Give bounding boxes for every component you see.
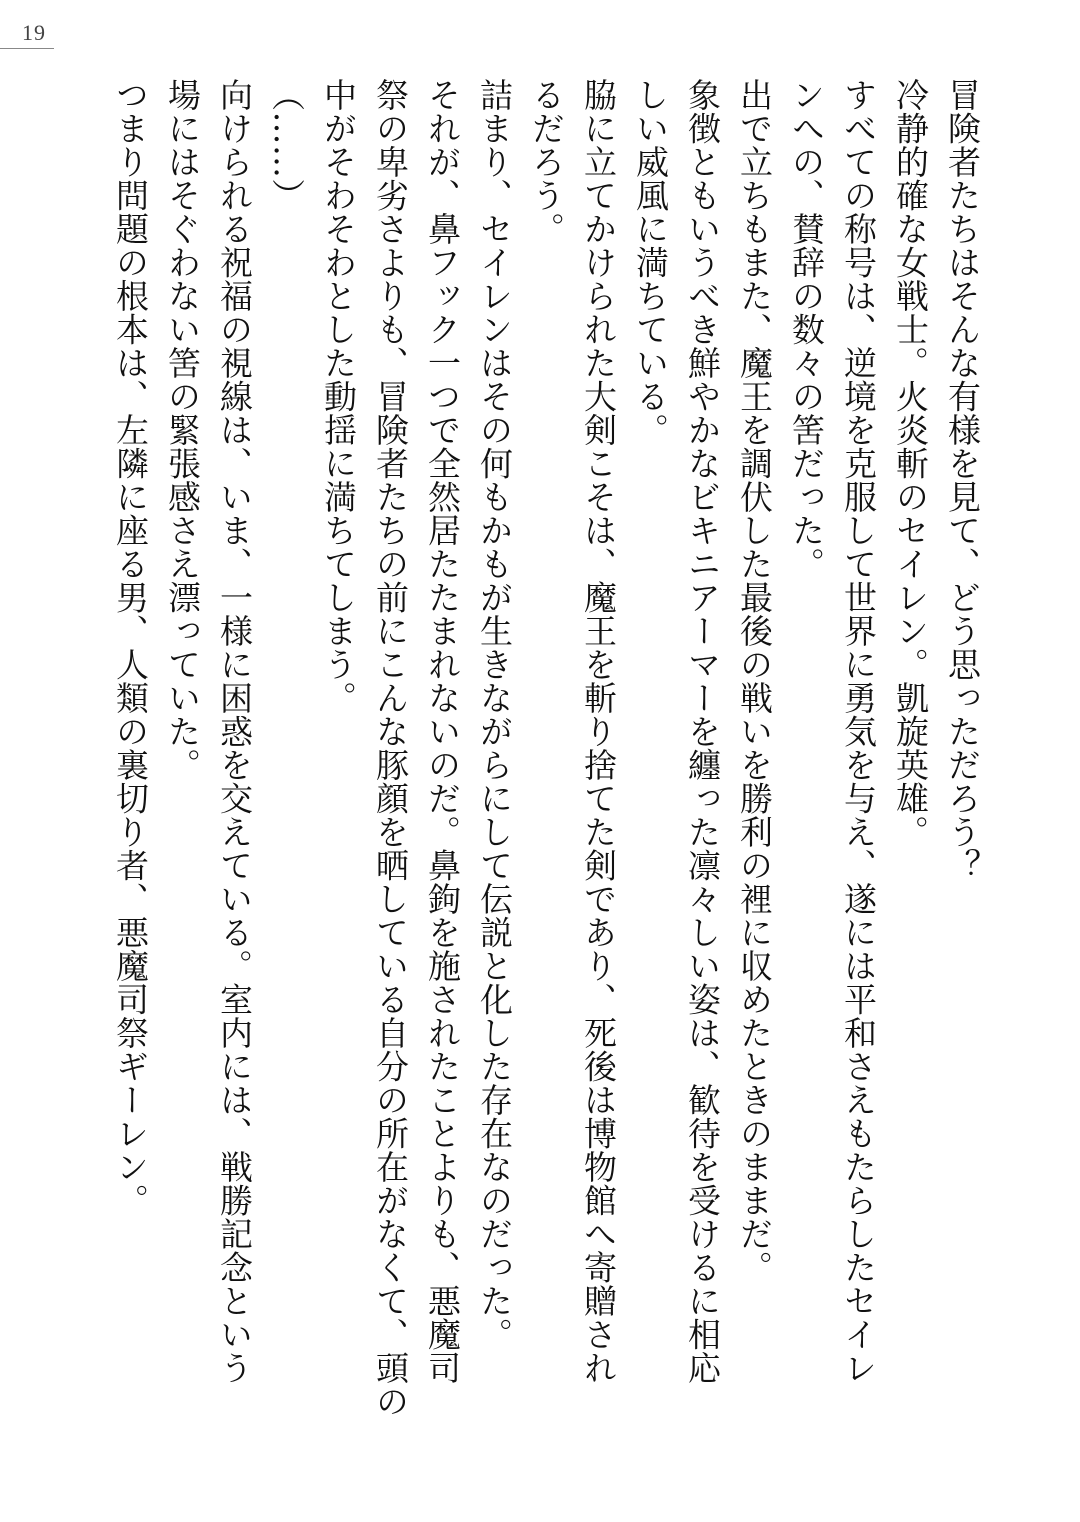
text-line: 脇に立てかけられた大剣こそは、魔王を斬り捨てた剣であり、死後は博物館へ寄贈され — [579, 78, 618, 1385]
text-line: 祭の卑劣さよりも、冒険者たちの前にこんな豚顔を晒している自分の所在がなくて、頭の — [371, 78, 410, 1418]
text-line: すべての称号は、逆境を克服して世界に勇気を与え、遂には平和さえもたらしたセイレ — [839, 78, 878, 1385]
page-number: 19 — [22, 20, 46, 45]
text-line: 象徴ともいうべき鮮やかなビキニアーマーを纏った凛々しい姿は、歓待を受けるに相応 — [683, 78, 722, 1385]
text-line: 冷静的確な女戦士。火炎斬のセイレン。凱旋英雄。 — [891, 78, 930, 849]
text-line: それが、鼻フック一つで全然居たたまれないのだ。鼻鉤を施されたことよりも、悪魔司 — [423, 78, 462, 1385]
text-line: るだろう。 — [527, 78, 566, 246]
text-line: 出で立ちもまた、魔王を調伏した最後の戦いを勝利の裡に収めたときのままだ。 — [735, 78, 774, 1284]
text-line: 中がそわそわとした動揺に満ちてしまう。 — [319, 78, 358, 715]
text-line: 向けられる祝福の視線は、いま、一様に困惑を交えている。室内には、戦勝記念という — [215, 78, 254, 1385]
text-line: ンへの、賛辞の数々の筈だった。 — [787, 78, 826, 581]
text-line: （……） — [267, 78, 306, 212]
text-line: 詰まり、セイレンはその何もかもが生きながらにして伝説と化した存在なのだった。 — [475, 78, 514, 1351]
text-line: つまり問題の根本は、左隣に座る男、人類の裏切り者、悪魔司祭ギーレン。 — [111, 78, 150, 1217]
page-number-rule — [0, 48, 54, 49]
text-line: 場にはそぐわない筈の緊張感さえ漂っていた。 — [163, 78, 202, 782]
text-line: しい威風に満ちている。 — [631, 78, 670, 447]
body-text — [104, 78, 988, 1478]
text-line: 冒険者たちはそんな有様を見て、どう思っただろう？ — [943, 78, 982, 882]
